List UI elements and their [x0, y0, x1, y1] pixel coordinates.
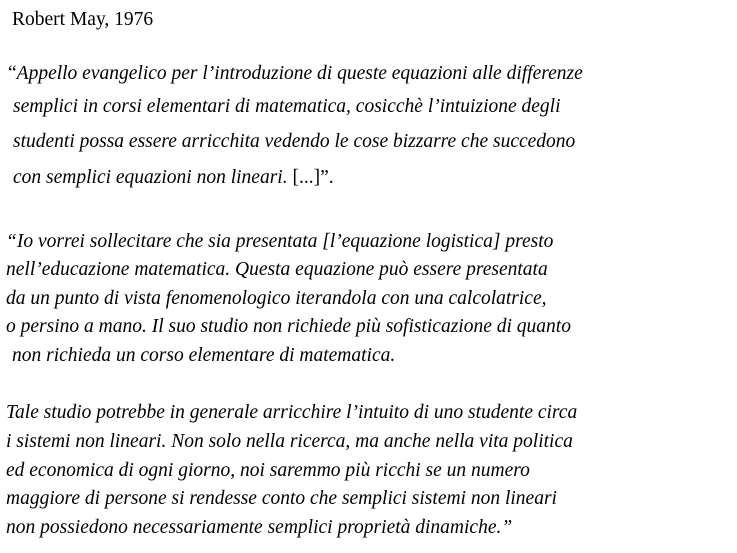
quote-1-ellipsis-close: [...]”.	[287, 167, 334, 188]
quote-1-line-3: studenti possa essere arricchita vedendo le cose bizzarre che succedono	[13, 131, 576, 152]
quote-3-line-5: non possiedono necessariamente semplici proprietà dinamiche.”	[6, 517, 513, 538]
quote-1-line-1	[8, 62, 583, 86]
quote-2-line-1: “Io vorrei sollecitare che sia presentata [l’equazione logistica] presto	[6, 231, 554, 252]
quote-1-line-1-text: Appello evangelico per l’introduzione di queste equazioni alle differenze	[16, 63, 583, 84]
quote-3-line-1: Tale studio potrebbe in generale arricchire l’intuito di uno studente circa	[6, 402, 578, 423]
quote-2-line-5: non richieda un corso elementare di matematica.	[12, 345, 396, 366]
author-date-heading: Robert May, 1976	[12, 9, 154, 30]
quote-1-line-4	[13, 166, 334, 190]
quote-2-line-4: o persino a mano. Il suo studio non richiede più sofisticazione di quanto	[6, 316, 571, 337]
quote-2-line-3: da un punto di vista fenomenologico iterandola con una calcolatrice,	[6, 288, 547, 309]
quote-1-line-4-text: con semplici equazioni non lineari.	[13, 167, 288, 188]
quote-2-line-2: nell’educazione matematica. Questa equazione può essere presentata	[6, 259, 548, 280]
quote-3-line-2: i sistemi non lineari. Non solo nella ricerca, ma anche nella vita politica	[6, 431, 573, 452]
quote-3-line-3: ed economica di ogni giorno, noi saremmo più ricchi se un numero	[6, 460, 530, 481]
quote-1-open-quote: “	[8, 63, 17, 84]
quote-1-line-2: semplici in corsi elementari di matematica, cosicchè l’intuizione degli	[13, 96, 561, 117]
quote-3-line-4: maggiore di persone si rendesse conto che semplici sistemi non lineari	[6, 488, 557, 509]
